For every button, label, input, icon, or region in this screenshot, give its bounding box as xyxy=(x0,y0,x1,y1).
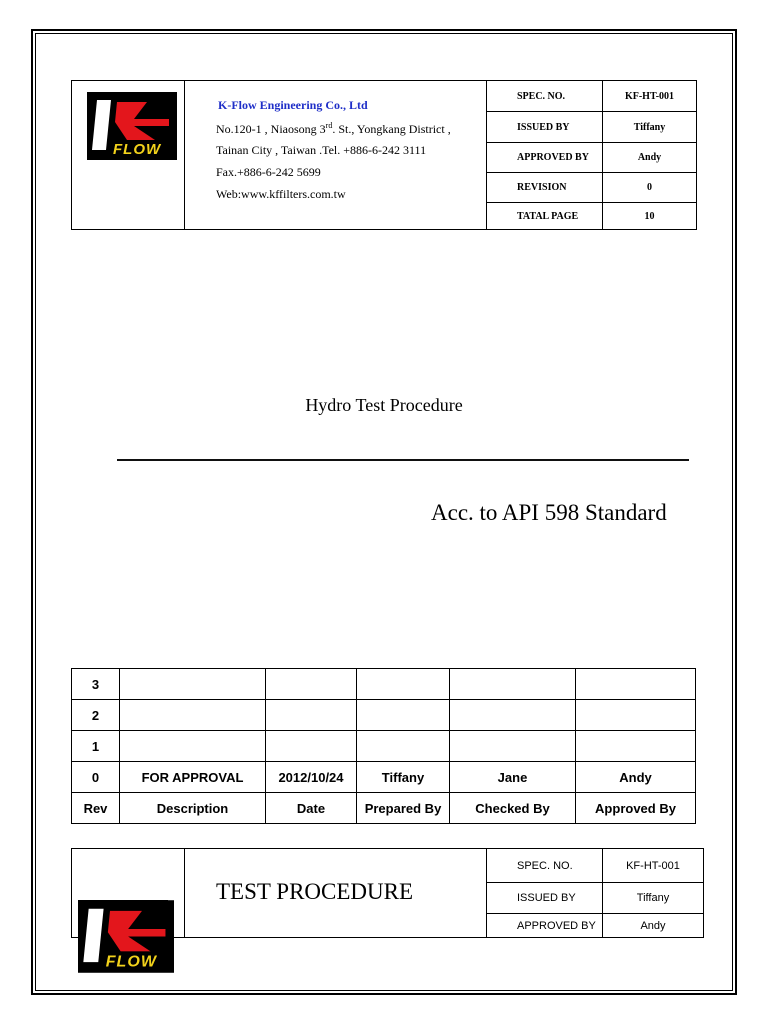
header-block xyxy=(71,80,697,230)
footer-spec-row-spec-no: SPEC. NO. KF-HT-001 xyxy=(486,849,703,883)
address-line: No.120-1 , Niaosong 3rd. St., Yongkang District , xyxy=(216,121,451,136)
spec-row-approved-by: APPROVED BY Andy xyxy=(486,143,696,173)
city-phone-line: Tainan City , Taiwan .Tel. +886-6-242 3111 xyxy=(216,143,427,157)
header-logo-cell xyxy=(72,81,185,229)
revision-table xyxy=(71,668,696,824)
footer-title-cell xyxy=(184,849,487,937)
fax-line: Fax.+886-6-242 5699 xyxy=(216,165,321,179)
revision-row-3: 3 xyxy=(72,669,696,700)
footer-spec-row-approved-by: APPROVED BY Andy xyxy=(486,914,703,937)
spec-row-spec-no: SPEC. NO. KF-HT-001 xyxy=(486,81,696,112)
web-line: Web:www.kffilters.com.tw xyxy=(216,187,346,201)
company-name: K-Flow Engineering Co., Ltd xyxy=(218,98,368,112)
company-info xyxy=(184,81,487,229)
kflow-logo xyxy=(87,92,177,160)
logo-text: FLOW xyxy=(113,141,162,158)
document-title: Hydro Test Procedure xyxy=(305,395,463,415)
spec-row-total-page: TATAL PAGE 10 xyxy=(486,203,696,229)
revision-row-2: 2 xyxy=(72,700,696,731)
standard-subtitle: Acc. to API 598 Standard xyxy=(431,500,667,525)
revision-row-0: 0 FOR APPROVAL 2012/10/24 Tiffany Jane Andy xyxy=(72,762,696,793)
footer-logo-text: FLOW xyxy=(105,953,158,971)
spec-row-revision: REVISION 0 xyxy=(486,173,696,203)
revision-row-1: 1 xyxy=(72,731,696,762)
footer-title: TEST PROCEDURE xyxy=(216,879,414,904)
footer-spec-table xyxy=(486,849,703,937)
revision-header-row: Rev Description Date Prepared By Checked By Approved By xyxy=(72,793,696,824)
footer-spec-row-issued-by: ISSUED BY Tiffany xyxy=(486,883,703,914)
title-divider xyxy=(117,459,689,461)
spec-row-issued-by: ISSUED BY Tiffany xyxy=(486,112,696,143)
footer-kflow-logo xyxy=(78,900,168,971)
header-spec-table xyxy=(486,81,696,229)
